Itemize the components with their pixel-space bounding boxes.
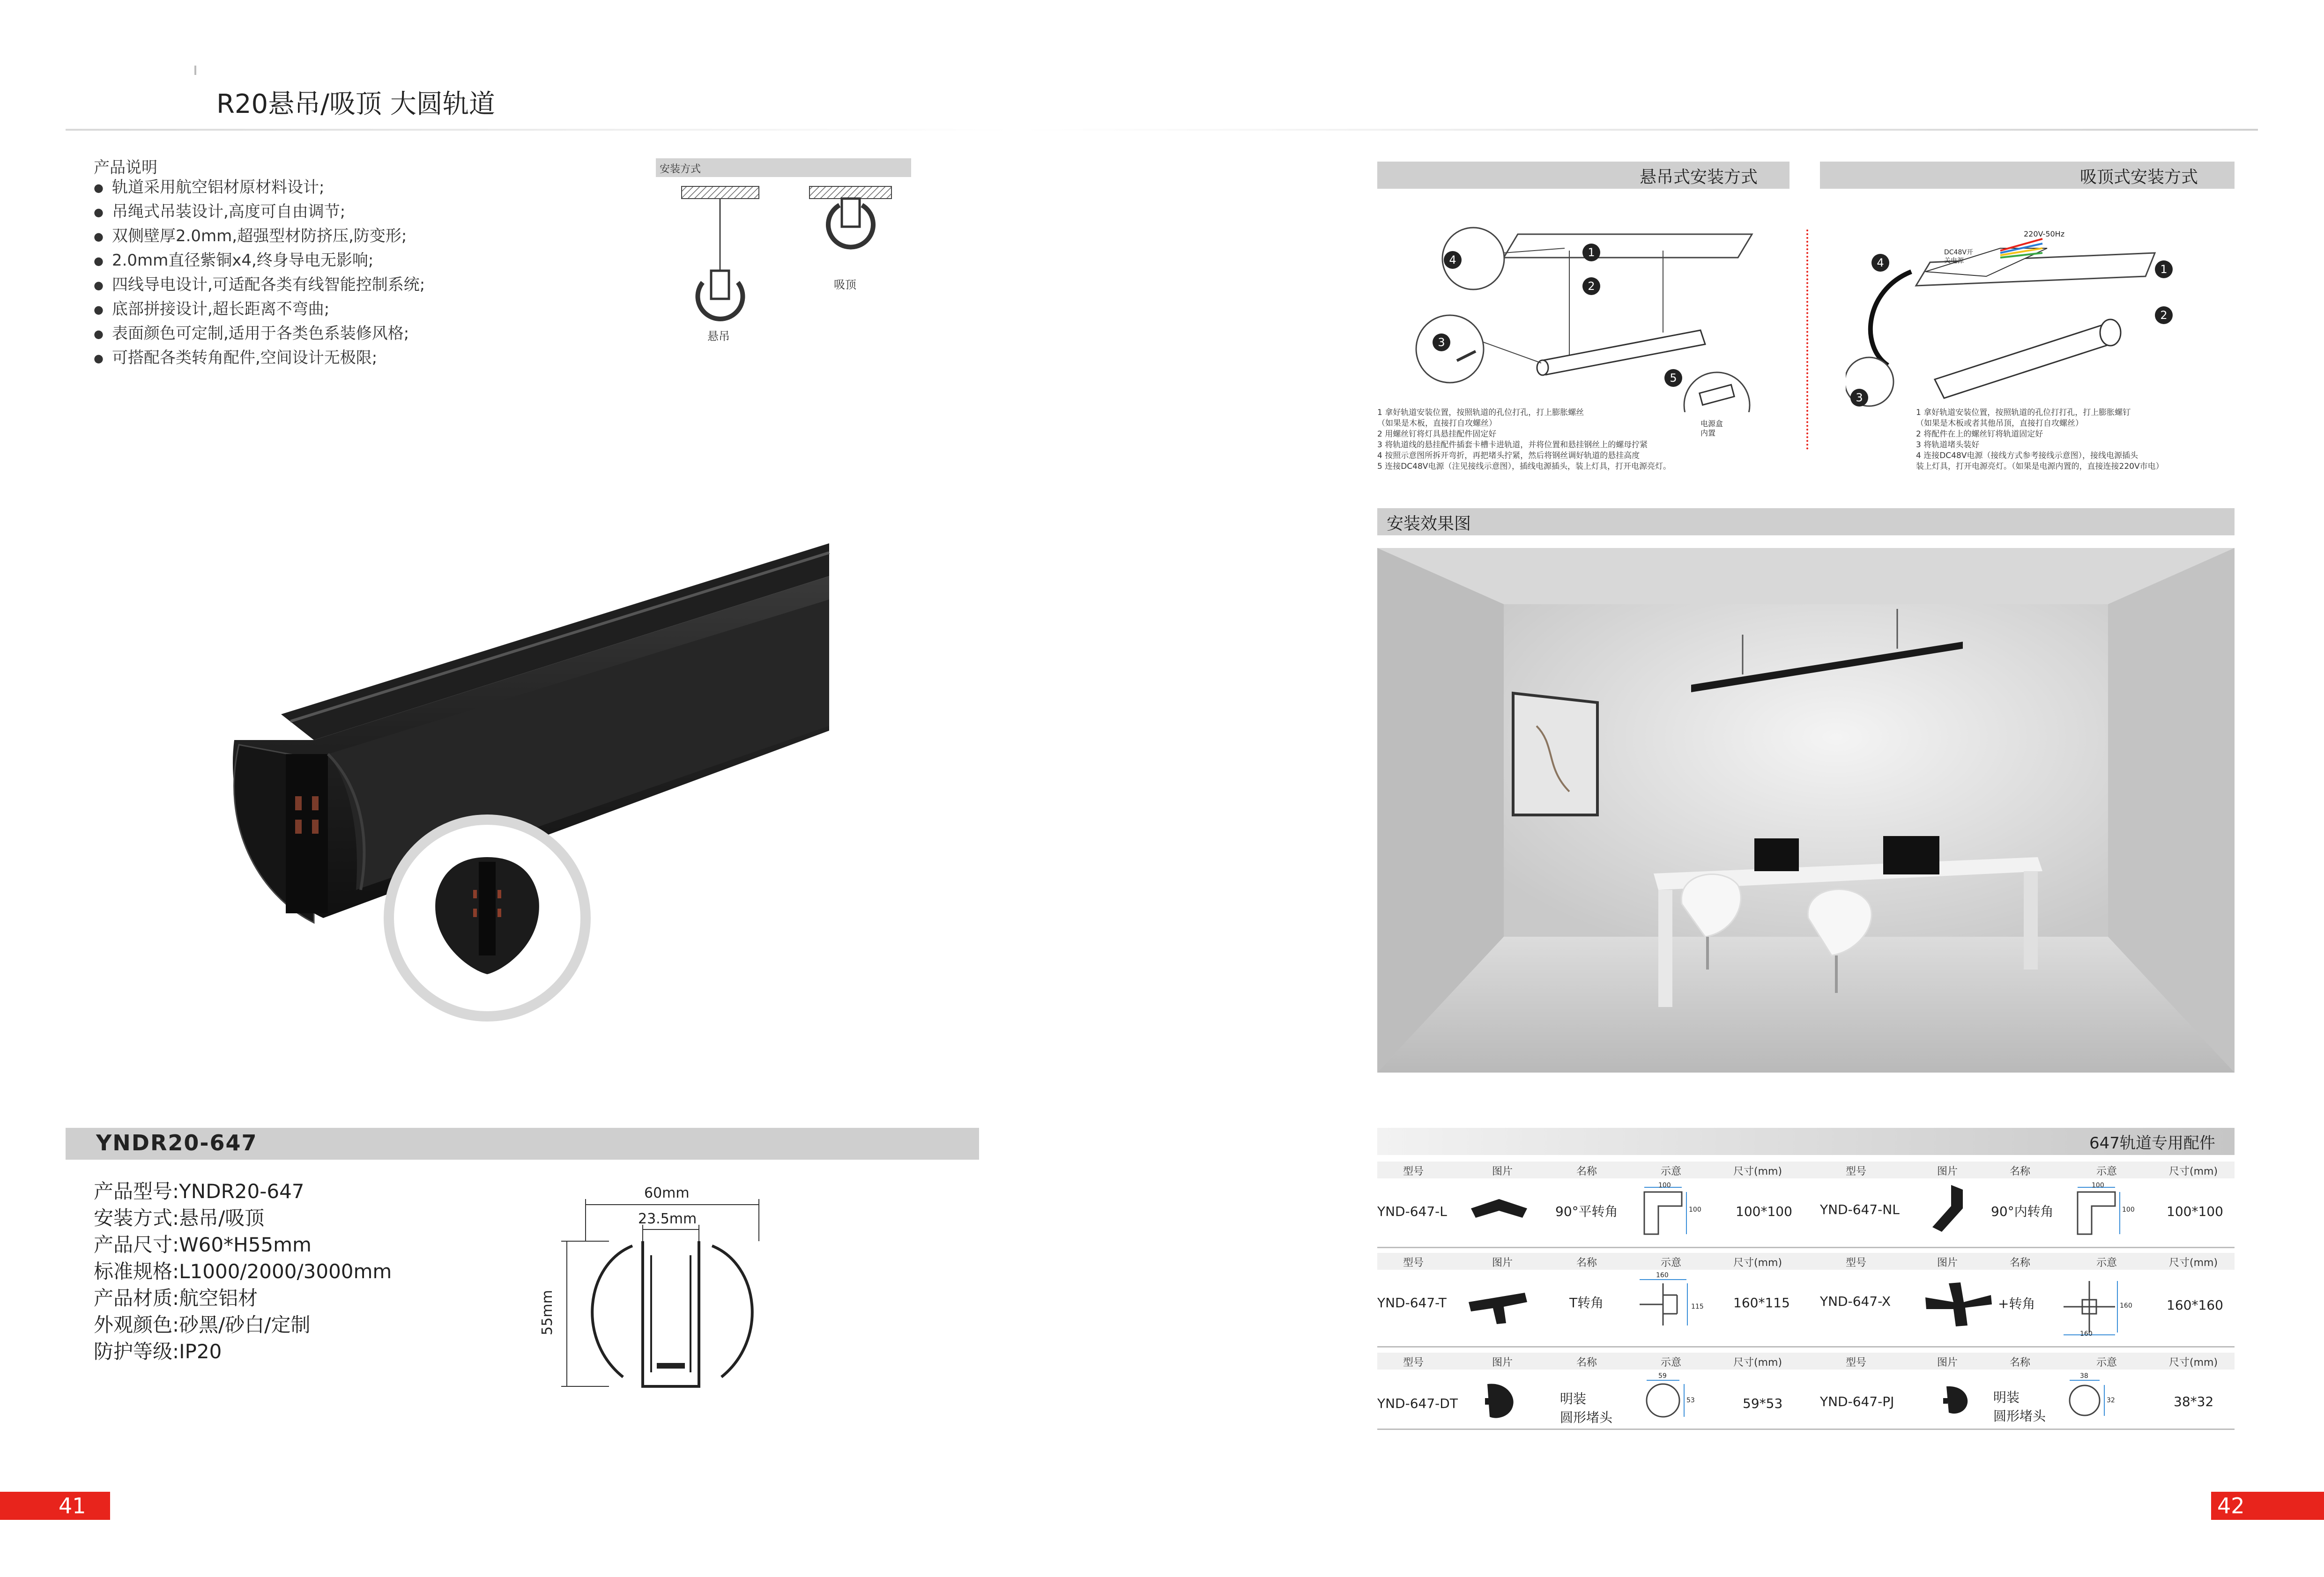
acc-col-diagram: 示意 — [2096, 1166, 2117, 1177]
header-mark — [194, 66, 196, 75]
ceiling-callout: 4 — [1871, 254, 1889, 272]
mount-diagram — [656, 158, 911, 355]
acc-dim-b: 53 — [1686, 1397, 1695, 1404]
acc-col-name: 名称 — [1576, 1357, 1597, 1369]
acc-dim-b: 32 — [2107, 1397, 2115, 1404]
acc-diagram-nl — [2068, 1183, 2124, 1244]
acc-col-image: 图片 — [1492, 1166, 1513, 1177]
feature-item: ● 可搭配各类转角配件,空间设计无极限; — [94, 346, 425, 370]
acc-dim-a: 100 — [2092, 1182, 2104, 1189]
acc-dim-b: 100 — [1689, 1206, 1701, 1214]
width-dimension: 60mm — [644, 1185, 690, 1201]
ceiling-voltage-label: 220V-50Hz — [2024, 230, 2065, 238]
accessories-title: 647轨道专用配件 — [2089, 1134, 2215, 1153]
pendant-callout: 2 — [1582, 277, 1600, 295]
acc-col-image: 图片 — [1937, 1357, 1958, 1369]
pendant-step: （如果是木板，直接打自攻螺丝） — [1377, 419, 1497, 428]
acc-model: YND-647-PJ — [1820, 1394, 1894, 1409]
acc-col-size: 尺寸(mm) — [2169, 1257, 2218, 1269]
inner-dimension: 23.5mm — [638, 1211, 697, 1227]
ceiling-step: 1 拿好轨道安装位置，按照轨道的孔位打打孔，打上膨胀螺钉 — [1916, 408, 2131, 417]
install-divider — [1806, 230, 1808, 450]
acc-col-diagram: 示意 — [2096, 1357, 2117, 1369]
acc-model: YND-647-L — [1377, 1204, 1447, 1219]
acc-col-diagram: 示意 — [1661, 1257, 1682, 1269]
ceiling-install-title: 吸顶式安装方式 — [2080, 168, 2198, 187]
feature-item: ● 双侧壁厚2.0mm,超强型材防挤压,防变形; — [94, 224, 425, 249]
acc-col-model: 型号 — [1403, 1357, 1424, 1369]
ceiling-step: 3 将轨道堵头装好 — [1916, 440, 1980, 450]
acc-size: 100*100 — [2167, 1204, 2223, 1219]
acc-col-model: 型号 — [1403, 1166, 1424, 1177]
acc-col-size: 尺寸(mm) — [1733, 1357, 1782, 1369]
pendant-step: 5 连接DC48V电源（注见接线示意图），插线电源插头，装上灯具，打开电源亮灯。 — [1377, 462, 1671, 471]
acc-name: 90°内转角 — [1991, 1204, 2054, 1219]
acc-col-size: 尺寸(mm) — [1733, 1257, 1782, 1269]
acc-model: YND-647-NL — [1820, 1202, 1900, 1217]
ceiling-callout: 1 — [2155, 260, 2173, 278]
acc-name-line2: 圆形堵头 — [1993, 1408, 2046, 1424]
acc-col-size: 尺寸(mm) — [2169, 1166, 2218, 1177]
acc-diagram-l — [1635, 1183, 1691, 1244]
acc-image-x — [1921, 1279, 1996, 1330]
acc-dim-a: 160 — [1656, 1272, 1669, 1279]
effect-bar — [1377, 508, 2235, 535]
acc-col-diagram: 示意 — [1661, 1166, 1682, 1177]
spec-item: 标准规格:L1000/2000/3000mm — [94, 1260, 392, 1283]
spec-list — [94, 1178, 392, 1365]
ceiling-callout: 3 — [1850, 389, 1868, 407]
dimension-drawing — [534, 1185, 778, 1396]
ceiling-driver-label: DC48V开关电源 — [1944, 249, 1973, 265]
acc-col-name: 名称 — [1576, 1166, 1597, 1177]
acc-dim-b: 115 — [1691, 1303, 1704, 1310]
ceiling-callout: 2 — [2155, 306, 2173, 324]
page-number-tab-left — [0, 1492, 110, 1520]
header-rule-left — [66, 129, 1012, 131]
acc-col-model: 型号 — [1846, 1357, 1867, 1369]
acc-size: 59*53 — [1743, 1396, 1783, 1411]
acc-col-image: 图片 — [1492, 1357, 1513, 1369]
feature-item: ● 四线导电设计,可适配各类有线智能控制系统; — [94, 273, 425, 297]
mount-diagram-drawing — [656, 177, 911, 355]
track-product-image — [206, 534, 843, 1054]
acc-image-dt — [1478, 1377, 1520, 1424]
feature-item: ● 表面颜色可定制,适用于各类色系装修风格; — [94, 322, 425, 346]
header-rule-right — [1021, 129, 2258, 131]
acc-model: YND-647-DT — [1377, 1396, 1458, 1411]
acc-dim-a: 38 — [2080, 1372, 2088, 1380]
acc-diagram-x — [2059, 1276, 2120, 1337]
acc-name-line2: 圆形堵头 — [1560, 1410, 1613, 1425]
feature-item: ● 2.0mm直径紫铜x4,终身导电无影响; — [94, 249, 425, 273]
acc-name-line1: 明装 — [1560, 1391, 1587, 1407]
acc-image-l — [1466, 1190, 1532, 1232]
pendant-step: 3 将轨道线的悬挂配件插套卡槽卡进轨道，并将位置和悬挂钢丝上的螺母拧紧 — [1377, 440, 1648, 450]
acc-size: 100*100 — [1736, 1204, 1792, 1219]
ceiling-install-diagram — [1846, 225, 2202, 412]
acc-col-size: 尺寸(mm) — [1733, 1166, 1782, 1177]
acc-dim-a: 100 — [1658, 1182, 1671, 1189]
spec-item: 产品尺寸:W60*H55mm — [94, 1233, 312, 1256]
feature-item: ● 轨道采用航空铝材原材料设计; — [94, 176, 425, 200]
acc-image-t — [1464, 1281, 1530, 1328]
acc-diagram-t — [1635, 1274, 1691, 1335]
effect-room-image — [1377, 548, 2235, 1073]
acc-dim-a: 160 — [2080, 1330, 2093, 1338]
acc-col-image: 图片 — [1937, 1166, 1958, 1177]
ceiling-install-steps — [1916, 407, 2164, 472]
pendant-step: 1 拿好轨道安装位置，按照轨道的孔位打孔，打上膨胀螺丝 — [1377, 408, 1584, 417]
ceiling-step: 4 连接DC48V电源（接线方式参考接线示意图），接线电源插头 — [1916, 451, 2138, 460]
acc-col-image: 图片 — [1492, 1257, 1513, 1269]
model-code: YNDR20-647 — [96, 1130, 258, 1155]
page-number-left: 41 — [59, 1493, 86, 1518]
acc-name: 90°平转角 — [1555, 1204, 1618, 1219]
spec-item: 安装方式:悬吊/吸顶 — [94, 1207, 265, 1229]
acc-model: YND-647-T — [1377, 1295, 1447, 1310]
spec-item: 产品型号:YNDR20-647 — [94, 1180, 304, 1203]
ceiling-step: 2 将配件在上的螺丝钉将轨道固定好 — [1916, 429, 2043, 439]
acc-size: 38*32 — [2174, 1394, 2214, 1409]
feature-item: ● 吊绳式吊装设计,高度可自由调节; — [94, 200, 425, 224]
acc-row-divider — [1377, 1346, 2235, 1347]
acc-image-nl — [1925, 1180, 1968, 1241]
acc-name-line1: 明装 — [1993, 1390, 2020, 1405]
acc-dim-b: 100 — [2122, 1206, 2135, 1214]
pendant-install-steps — [1377, 407, 1671, 472]
spec-item: 外观颜色:砂黑/砂白/定制 — [94, 1313, 311, 1336]
acc-col-name: 名称 — [1576, 1257, 1597, 1269]
spec-item: 产品材质:航空铝材 — [94, 1287, 258, 1310]
acc-col-size: 尺寸(mm) — [2169, 1357, 2218, 1369]
acc-col-name: 名称 — [2010, 1257, 2031, 1269]
ceiling-step: 装上灯具，打开电源亮灯。（如果是电源内置的，直接连接220V市电） — [1916, 462, 2164, 471]
acc-name: T转角 — [1569, 1295, 1604, 1310]
pendant-callout: 1 — [1582, 244, 1600, 261]
height-dimension: 55mm — [539, 1290, 556, 1335]
acc-col-name: 名称 — [2010, 1166, 2031, 1177]
acc-dim-b: 160 — [2120, 1302, 2132, 1310]
pendant-callout: 5 — [1664, 369, 1682, 387]
feature-list — [94, 176, 425, 370]
acc-col-name: 名称 — [2010, 1357, 2031, 1369]
pendant-callout: 3 — [1433, 333, 1450, 351]
acc-diagram-pj — [2061, 1375, 2113, 1422]
acc-dim-a: 59 — [1658, 1372, 1667, 1380]
mount-diagram-heading: 安装方式 — [660, 163, 701, 175]
page-title: R20悬吊/吸顶 大圆轨道 — [216, 89, 495, 119]
spec-item: 防护等级:IP20 — [94, 1340, 222, 1363]
intro-heading: 产品说明 — [94, 158, 157, 177]
pendant-power-label: 电源盒内置 — [1700, 419, 1723, 437]
effect-title: 安装效果图 — [1387, 514, 1471, 533]
acc-size: 160*115 — [1733, 1295, 1790, 1310]
acc-col-diagram: 示意 — [1661, 1357, 1682, 1369]
pendant-step: 2 用螺丝钉将灯具悬挂配件固定好 — [1377, 429, 1497, 439]
ceiling-step: （如果是木板或者其他吊顶，直接打自攻螺丝） — [1916, 419, 2083, 428]
acc-name: +转角 — [1998, 1296, 2035, 1311]
page-number-right: 42 — [2217, 1493, 2245, 1518]
feature-item: ● 底部拼接设计,超长距离不弯曲; — [94, 297, 425, 322]
pendant-callout: 4 — [1444, 251, 1462, 269]
pendant-label: 悬吊 — [707, 330, 730, 343]
acc-col-image: 图片 — [1937, 1257, 1958, 1269]
acc-model: YND-647-X — [1820, 1294, 1891, 1309]
acc-row-divider — [1377, 1247, 2235, 1248]
pendant-step: 4 按照示意图所拆开弯折，再把堵头拧紧，然后将钢丝调好轨道的悬挂高度 — [1377, 451, 1640, 460]
pendant-install-title: 悬吊式安装方式 — [1640, 168, 1758, 187]
acc-col-diagram: 示意 — [2096, 1257, 2117, 1269]
acc-size: 160*160 — [2167, 1297, 2223, 1313]
acc-col-model: 型号 — [1846, 1257, 1867, 1269]
acc-image-pj — [1939, 1382, 1972, 1419]
acc-diagram-dt — [1640, 1375, 1691, 1422]
acc-col-model: 型号 — [1846, 1166, 1867, 1177]
ceiling-label: 吸顶 — [834, 278, 856, 291]
acc-row-divider — [1377, 1429, 2235, 1430]
acc-col-model: 型号 — [1403, 1257, 1424, 1269]
